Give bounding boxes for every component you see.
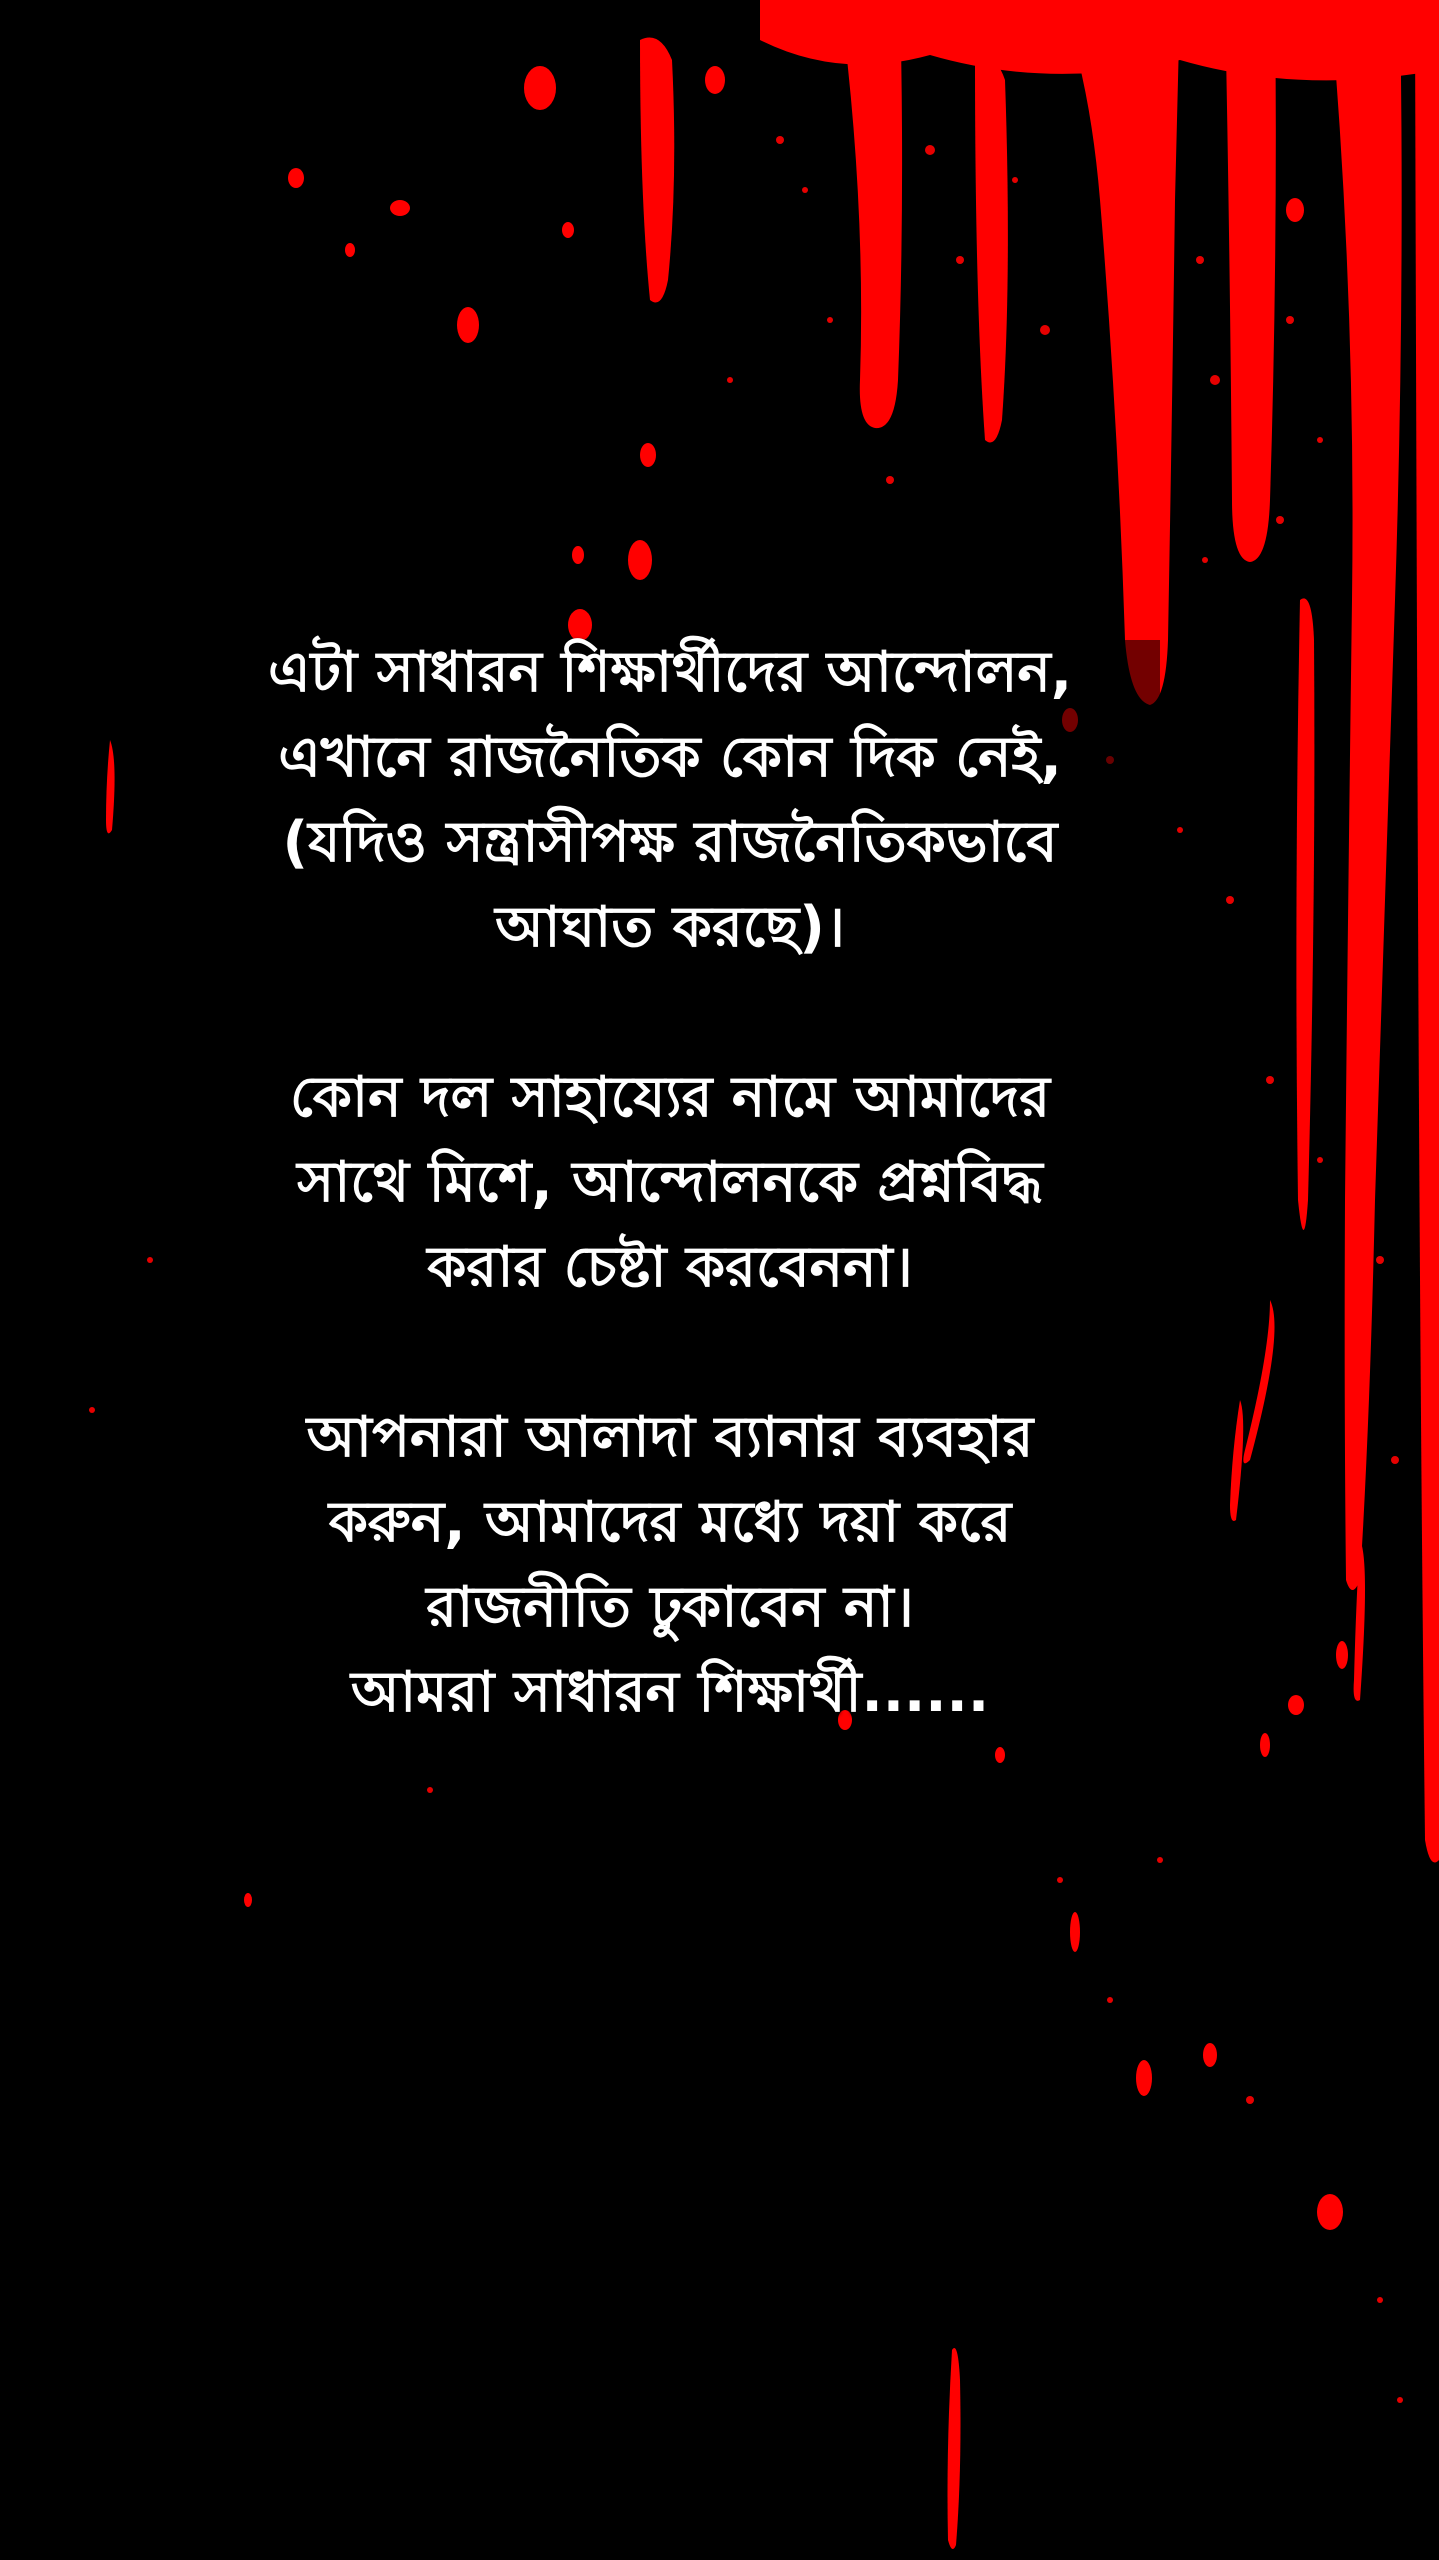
blood-drop xyxy=(390,200,410,216)
blood-drop xyxy=(628,540,652,580)
blood-drip-f xyxy=(948,2348,961,2549)
blood-drop xyxy=(1070,1912,1080,1952)
message-line: করুন, আমাদের মধ্যে দয়া করে xyxy=(328,1490,1012,1555)
blood-drop xyxy=(345,243,355,257)
message-line: কোন দল সাহায্যের নামে আমাদের xyxy=(289,1065,1051,1130)
message-line: আমরা সাধারন শিক্ষার্থী...... xyxy=(350,1660,990,1725)
message-paragraph-3 xyxy=(120,1395,1220,1735)
blood-drip-e xyxy=(1296,598,1314,1230)
blood-drip-c xyxy=(1225,0,1276,562)
blood-drop xyxy=(524,66,556,110)
blood-drop xyxy=(1136,2060,1152,2096)
blood-drip-edge xyxy=(1415,0,1439,1863)
blood-drop xyxy=(1203,2043,1217,2067)
blood-drop xyxy=(562,222,574,238)
message-line: সাথে মিশে, আন্দোলনকে প্রশ্নবিদ্ধ xyxy=(297,1150,1043,1215)
blood-drip-a xyxy=(840,0,902,428)
poster-message xyxy=(120,630,1220,1735)
blood-streak xyxy=(106,740,115,833)
blood-drop xyxy=(288,168,304,188)
message-line: আঘাত করছে)। xyxy=(495,895,845,960)
blood-drop xyxy=(1336,1641,1348,1669)
blood-drop xyxy=(244,1893,252,1907)
blood-drop xyxy=(705,66,725,94)
message-line: রাজনীতি ঢুকাবেন না। xyxy=(426,1575,914,1640)
message-paragraph-1 xyxy=(120,630,1220,970)
blood-drop xyxy=(1260,1733,1270,1757)
message-line: করার চেষ্টা করবেননা। xyxy=(427,1235,913,1300)
message-line: আপনারা আলাদা ব্যানার ব্যবহার xyxy=(306,1405,1034,1470)
blood-streak xyxy=(1230,1400,1243,1521)
message-line: এটা সাধারন শিক্ষার্থীদের আন্দোলন, xyxy=(267,640,1073,705)
blood-drop xyxy=(457,307,479,343)
message-line: এখানে রাজনৈতিক কোন দিক নেই, xyxy=(278,725,1062,790)
blood-drop xyxy=(1317,2194,1343,2230)
blood-drop xyxy=(640,443,656,467)
blood-drip-main xyxy=(1060,0,1180,705)
message-paragraph-2 xyxy=(120,1055,1220,1310)
blood-drop xyxy=(572,546,584,564)
blood-drip-right xyxy=(1330,0,1402,1590)
blood-drop xyxy=(1286,198,1304,222)
blood-drop xyxy=(1288,1695,1304,1715)
blood-drip-d xyxy=(975,58,1008,443)
blood-drop xyxy=(995,1747,1005,1763)
blood-drip-b xyxy=(640,38,674,303)
blood-streak xyxy=(1243,1300,1274,1463)
message-line: (যদিও সন্ত্রাসীপক্ষ রাজনৈতিকভাবে xyxy=(282,810,1058,875)
